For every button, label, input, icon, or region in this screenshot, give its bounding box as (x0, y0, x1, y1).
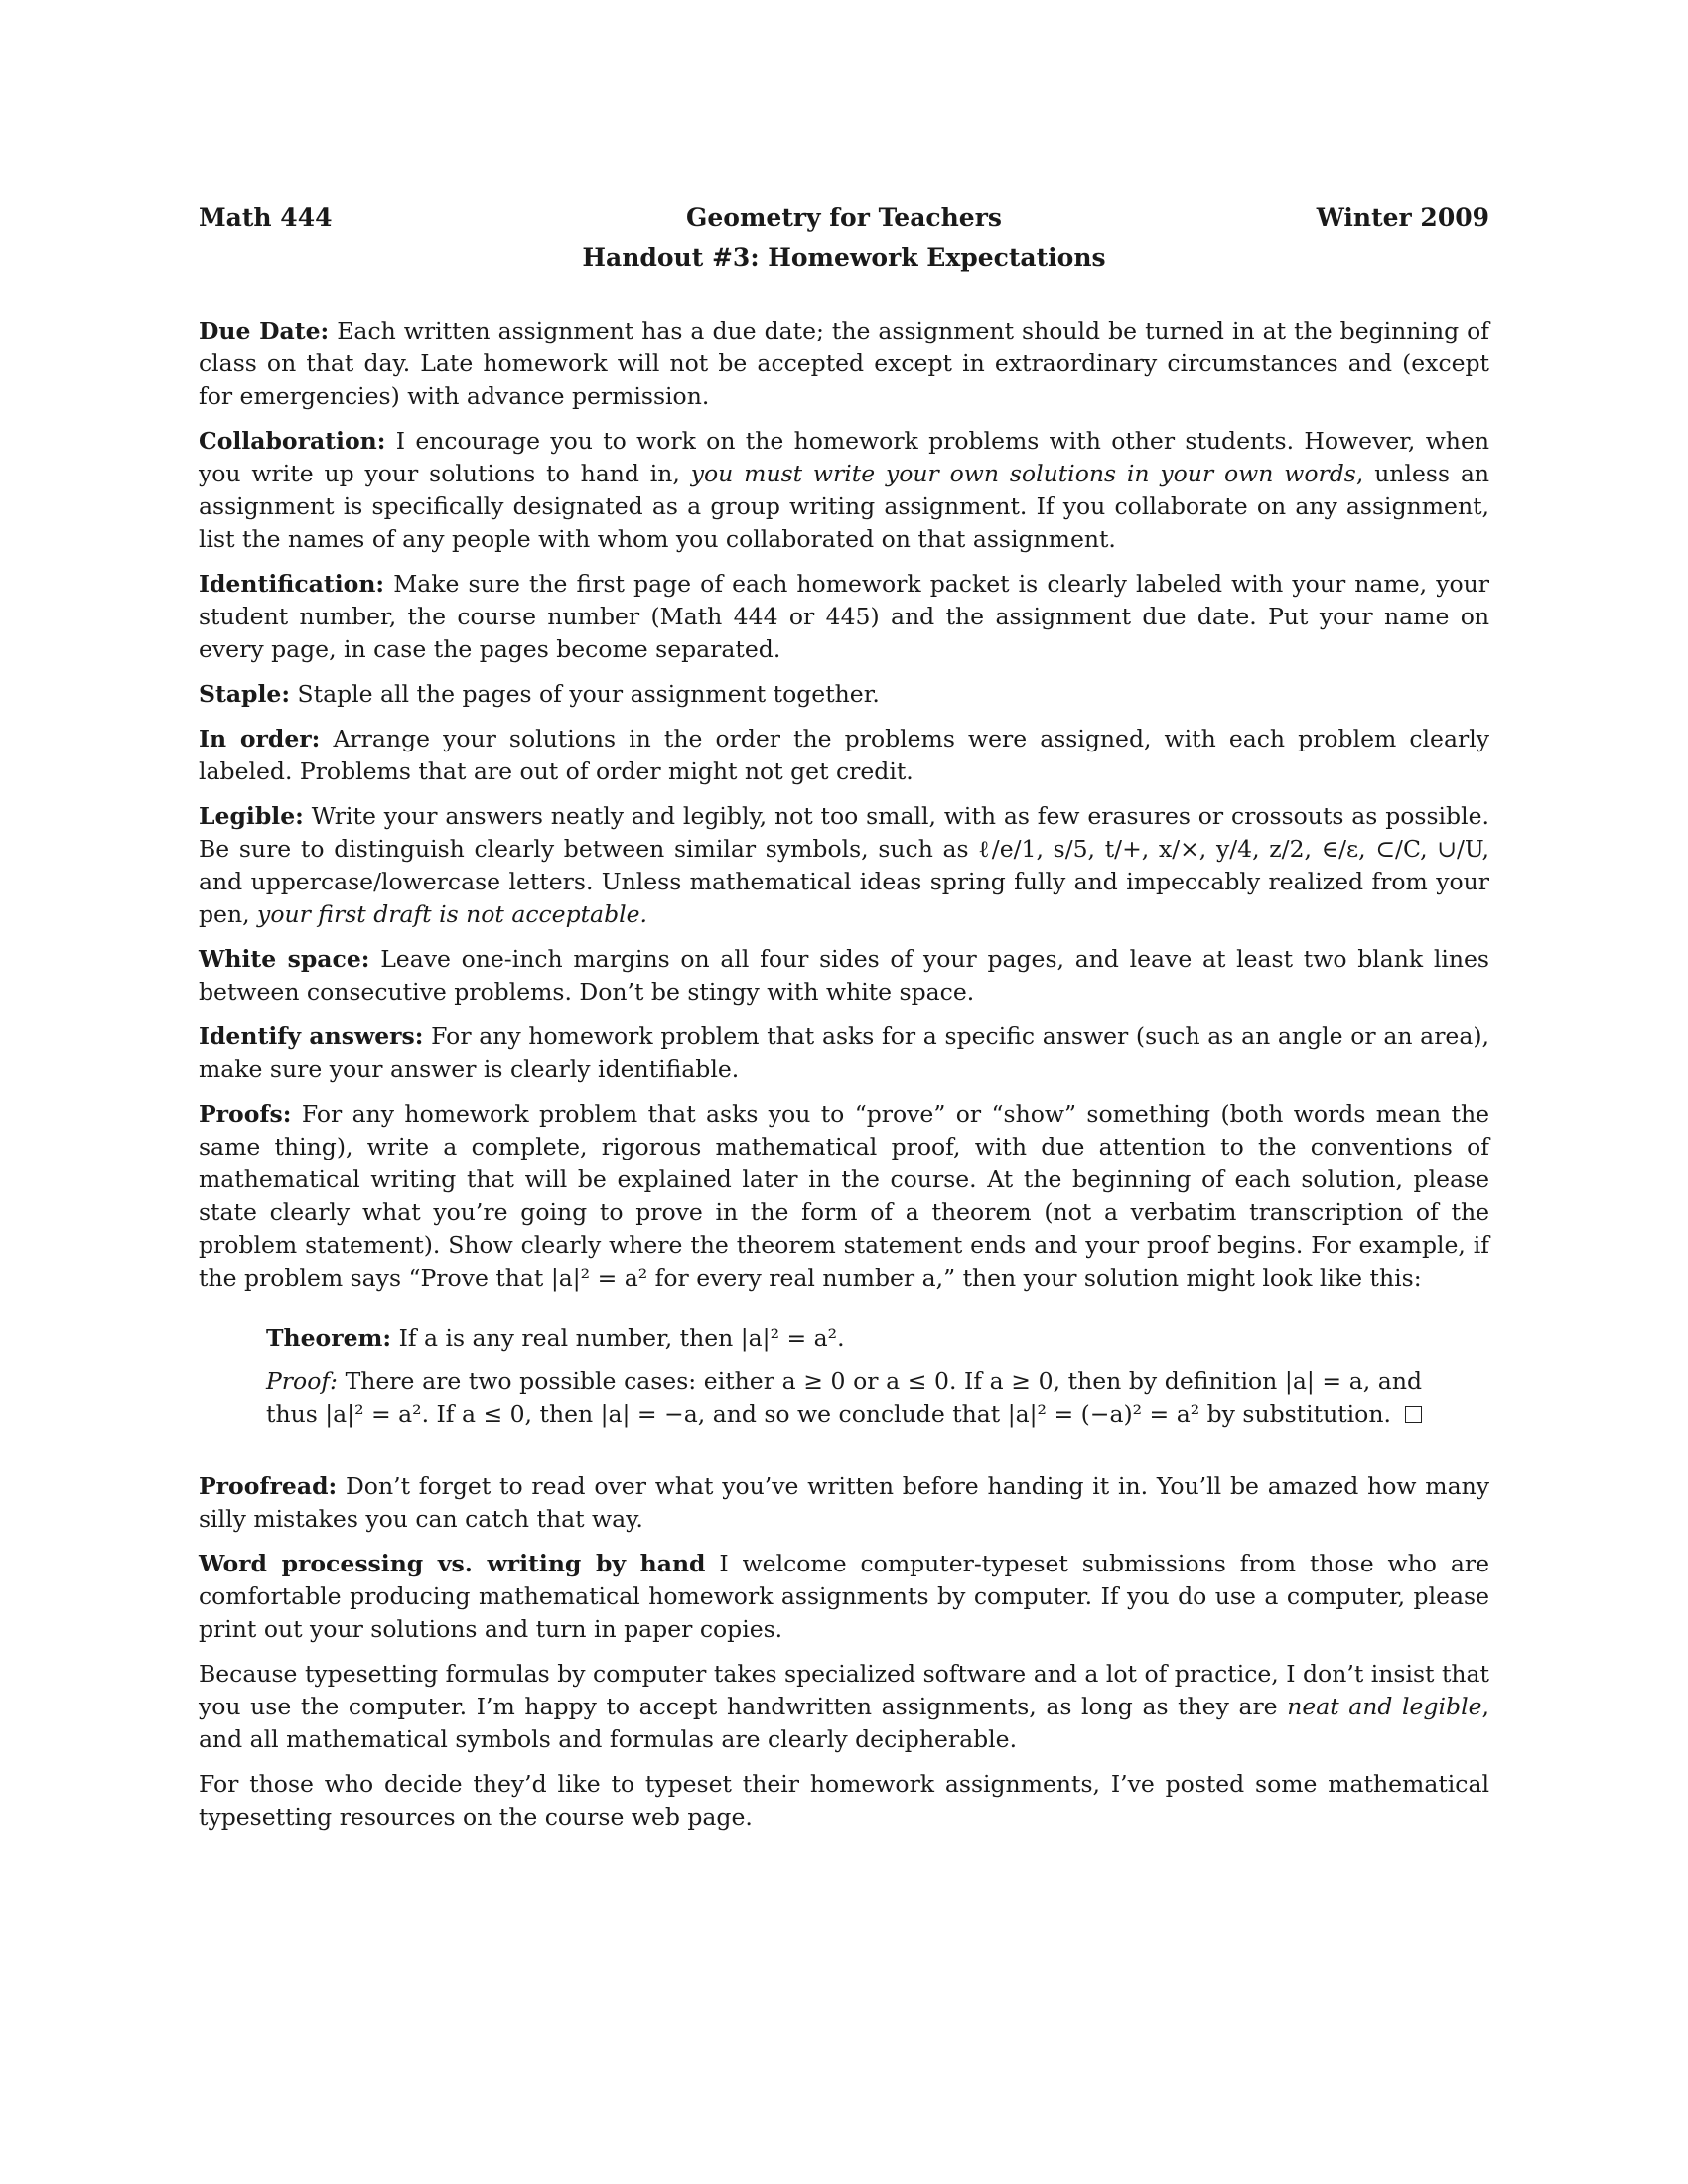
staple-text: Staple all the pages of your assignment together. (297, 680, 880, 708)
white-space-text: Leave one-inch margins on all four sides of your pages, and leave at least two blank lines between consecutive problems. Don’t be stingy with white space. (199, 945, 1489, 1006)
resources-text: For those who decide they’d like to typeset their homework assignments, I’ve posted some mathematical typesetting resources on the course web page. (199, 1770, 1489, 1831)
legible-paragraph (199, 800, 1489, 931)
legible-label: Legible: (199, 802, 304, 830)
identification-text: Make sure the first page of each homework packet is clearly labeled with your name, your student number, the course number (Math 444 or 445) and the assignment due date. Put your name on every page, in case the pages become separated. (199, 570, 1489, 663)
due-date-paragraph (199, 315, 1489, 413)
collaboration-emphasis: you must write your own solutions in your own words (690, 460, 1356, 487)
word-processing-label: Word processing vs. writing by hand (199, 1550, 706, 1577)
course-title: Geometry for Teachers (686, 204, 1002, 232)
typesetting-paragraph (199, 1658, 1489, 1756)
handout-body (199, 315, 1489, 1845)
in-order-text: Arrange your solutions in the order the problems were assigned, with each problem clearly labeled. Problems that are out of order might not get credit. (199, 725, 1489, 785)
identify-answers-text: For any homework problem that asks for a specific answer (such as an angle or an area), make sure your answer is clearly identifiable. (199, 1023, 1489, 1083)
identification-label: Identification: (199, 570, 385, 598)
term: Winter 2009 (1316, 204, 1489, 232)
collaboration-paragraph (199, 425, 1489, 556)
resources-paragraph (199, 1768, 1489, 1834)
staple-label: Staple: (199, 680, 291, 708)
proofs-text: For any homework problem that asks you to “prove” or “show” something (both words mean the same thing), write a complete, rigorous mathematical proof, with due attention to the conventions of mathematical writing that will be explained later in the course. At the beginning of each solution, please state clearly what you’re going to prove in the form of a theorem (not a verbatim transcription of the problem statement). Show clearly where the theorem statement ends and your proof begins. For example, if the problem says “Prove that |a|² = a² for every real number a,” then your solution might look like this: (199, 1100, 1489, 1292)
collaboration-text-b: , unless an assignment is specifically designated as a group writing assignment. If you collaborate on any assignment, list the names of any people with whom you collaborated on that assignment. (199, 460, 1489, 553)
collaboration-text-a: I encourage you to work on the homework problems with other students. However, when you write up your solutions to hand in, (199, 427, 1489, 487)
legible-text: Write your answers neatly and legibly, not too small, with as few erasures or crossouts as possible. Be sure to distinguish clearly between similar symbols, such as ℓ/e/1, s/5, t/+, x/×, y/4, z/2, ∈/ε, ⊂/C, ∪/U, and uppercase/lowercase letters. Unless mathematical ideas spring fully and impeccably realized from your pen, (199, 802, 1489, 928)
typesetting-emphasis: neat and legible (1287, 1693, 1482, 1720)
proof-paragraph (266, 1365, 1422, 1431)
proof-label: Proof: (266, 1367, 338, 1395)
identify-answers-label: Identify answers: (199, 1023, 424, 1050)
in-order-label: In order: (199, 725, 321, 752)
header (199, 204, 1489, 243)
staple-paragraph (199, 678, 1489, 711)
legible-emphasis: your first draft is not acceptable. (257, 900, 648, 928)
qed-square-icon (1405, 1406, 1422, 1423)
theorem-example (266, 1322, 1422, 1431)
due-date-label: Due Date: (199, 317, 330, 344)
theorem-text: If a is any real number, then |a|² = a². (398, 1324, 845, 1352)
proofs-paragraph (199, 1098, 1489, 1295)
theorem-label: Theorem: (266, 1324, 392, 1352)
proofread-paragraph (199, 1470, 1489, 1536)
handout-title: Handout #3: Homework Expectations (582, 243, 1106, 272)
typesetting-text-a: Because typesetting formulas by computer takes specialized software and a lot of practice, I don’t insist that you use the computer. I’m happy to accept handwritten assignments, as long as they are (199, 1660, 1489, 1720)
word-processing-paragraph (199, 1548, 1489, 1646)
in-order-paragraph (199, 723, 1489, 788)
collaboration-label: Collaboration: (199, 427, 386, 455)
white-space-paragraph (199, 943, 1489, 1009)
course-number: Math 444 (199, 204, 333, 232)
identification-paragraph (199, 568, 1489, 666)
identify-answers-paragraph (199, 1021, 1489, 1086)
proof-text: There are two possible cases: either a ≥ 0 or a ≤ 0. If a ≥ 0, then by definition |a| = a, and thus |a|² = a². If a ≤ 0, then |a| = −a, and so we conclude that |a|² = (−a)² = a² by substitution. (266, 1367, 1422, 1428)
proofs-label: Proofs: (199, 1100, 292, 1128)
typesetting-text-b: , and all mathematical symbols and formulas are clearly decipherable. (199, 1693, 1489, 1753)
white-space-label: White space: (199, 945, 370, 973)
proofread-label: Proofread: (199, 1472, 338, 1500)
proofread-text: Don’t forget to read over what you’ve written before handing it in. You’ll be amazed how many silly mistakes you can catch that way. (199, 1472, 1489, 1533)
theorem-statement (266, 1322, 1422, 1355)
due-date-text: Each written assignment has a due date; the assignment should be turned in at the beginning of class on that day. Late homework will not be accepted except in extraordinary circumstances and (except for emergencies) with advance permission. (199, 317, 1489, 410)
word-processing-text: I welcome computer-typeset submissions from those who are comfortable producing mathematical homework assignments by computer. If you do use a computer, please print out your solutions and turn in paper copies. (199, 1550, 1489, 1643)
